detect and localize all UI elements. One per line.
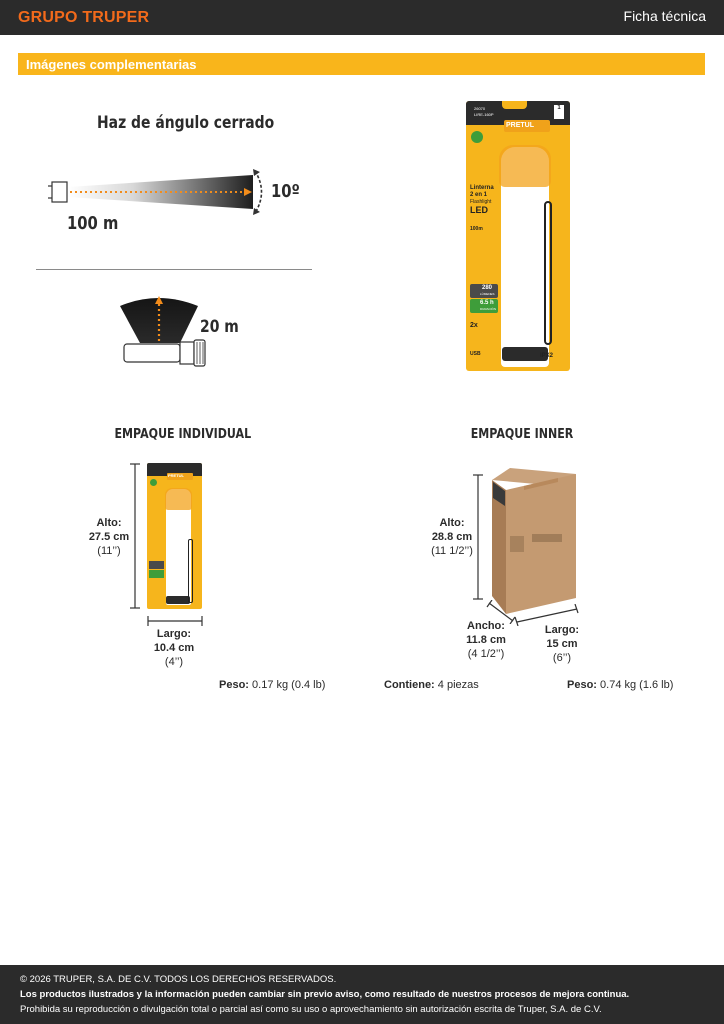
product-brand: PRETUL bbox=[506, 122, 534, 129]
footer-prohibition: Prohibida su reproducción o divulgación total o parcial así como su uso o aprovechamiento sin autorización escrita de Truper, S.A. de C.V. bbox=[20, 1004, 602, 1015]
product-ipx: IPX2 bbox=[540, 353, 554, 359]
divider bbox=[36, 269, 312, 270]
product-name-1: Linterna bbox=[470, 185, 494, 191]
product-duration-unit: DURACIÓN bbox=[480, 307, 497, 311]
product-duration: 6.5 h bbox=[480, 300, 494, 306]
inner-title: EMPAQUE INNER bbox=[470, 427, 574, 442]
beam-title: Haz de ángulo cerrado bbox=[97, 113, 275, 133]
inner-width: Ancho: 11.8 cm (4 1/2’’) bbox=[466, 620, 506, 660]
individual-length-arrow bbox=[146, 615, 204, 627]
product-led: LED bbox=[470, 205, 488, 215]
individual-height: Alto: 27.5 cm (11’’) bbox=[88, 517, 130, 557]
footer-notice: Los productos ilustrados y la información pueden cambiar sin previo aviso, como resultado de nuestros procesos de mejora continua. bbox=[20, 989, 630, 1000]
top-header bbox=[0, 0, 724, 35]
beam-distance-far: 100 m bbox=[67, 213, 119, 234]
beam-angle: 10º bbox=[271, 181, 300, 202]
individual-title: EMPAQUE INDIVIDUAL bbox=[114, 427, 252, 442]
section-bar bbox=[18, 53, 705, 75]
individual-package-image: PRETUL bbox=[147, 463, 202, 609]
inner-length: Largo: 15 cm (6’’) bbox=[544, 624, 580, 664]
footer bbox=[0, 965, 724, 1024]
footer-copyright: © 2026 TRUPER, S.A. DE C.V. TODOS LOS DERECHOS RESERVADOS. bbox=[20, 974, 337, 985]
product-usb: USB bbox=[470, 351, 481, 357]
flashlight-beam-icon bbox=[40, 165, 280, 220]
product-modes: 2x bbox=[470, 322, 478, 329]
section-title: Imágenes complementarias bbox=[26, 57, 197, 72]
individual-length: Largo: 10.4 cm (4’’) bbox=[153, 628, 195, 668]
brand-logo: GRUPO TRUPER bbox=[18, 9, 150, 26]
product-package-image: 26070 LIRE-160P 1 PRETUL Linterna 2 en 1 Flashlight LED 100m 280 LÚMENES 6.5 h DURACIÓN 2x USB IPX2 bbox=[466, 101, 570, 371]
product-model: LIRE-160P bbox=[474, 112, 494, 117]
flashlight-body-icon bbox=[118, 293, 210, 369]
product-range: 100m bbox=[470, 226, 483, 232]
product-name-2: 2 en 1 bbox=[470, 192, 488, 198]
product-lumens-unit: LÚMENES bbox=[480, 292, 495, 296]
beam-distance-near: 20 m bbox=[200, 317, 239, 337]
cardboard-box-image bbox=[488, 466, 578, 616]
angle-arc-icon bbox=[250, 168, 272, 216]
individual-weight: Peso: 0.17 kg (0.4 lb) bbox=[219, 679, 326, 691]
inner-height: Alto: 28.8 cm (11 1/2’’) bbox=[431, 517, 473, 557]
inner-contents: Contiene: 4 piezas bbox=[384, 679, 479, 691]
product-lumens: 280 bbox=[482, 285, 493, 291]
product-name-3: Flashlight bbox=[470, 199, 492, 205]
inner-weight: Peso: 0.74 kg (1.6 lb) bbox=[567, 679, 674, 691]
document-type: Ficha técnica bbox=[623, 8, 706, 24]
product-code: 26070 bbox=[474, 106, 486, 111]
